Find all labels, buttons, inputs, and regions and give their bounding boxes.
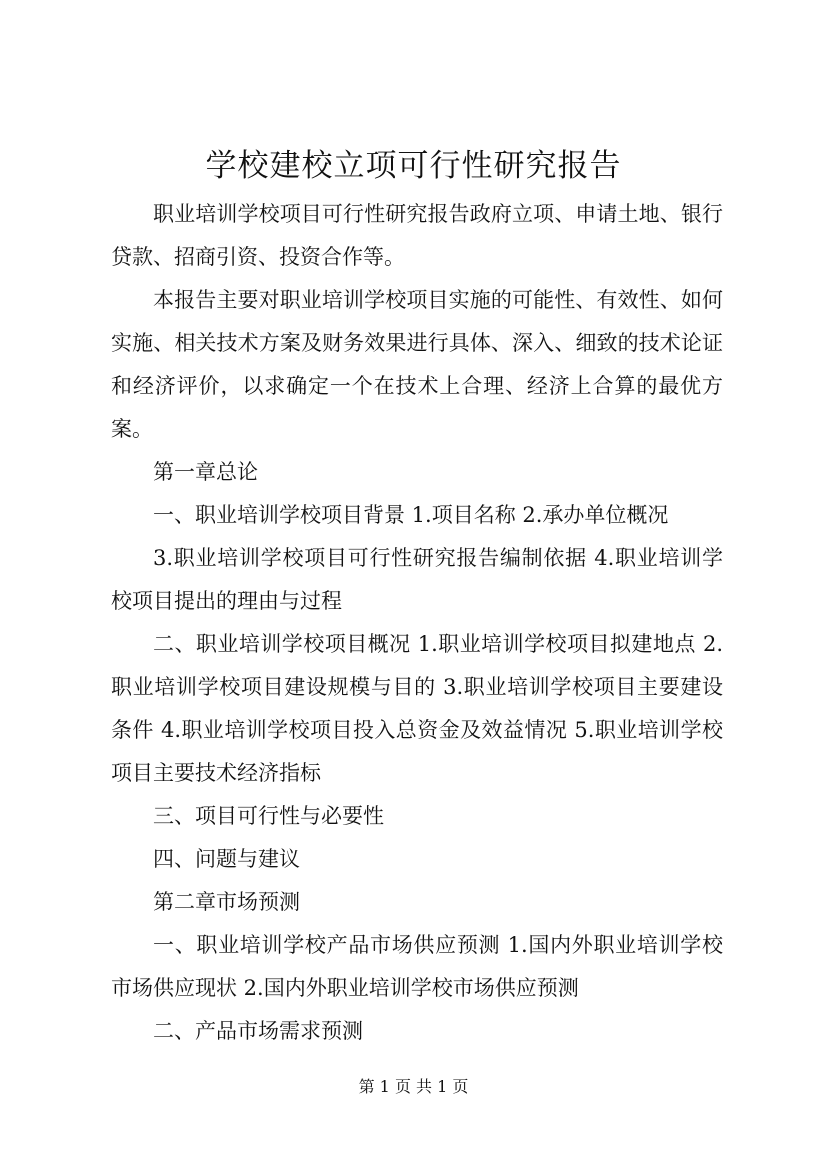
chapter-2-heading: 第二章市场预测 xyxy=(153,890,300,914)
page-footer: 第 1 页 共 1 页 xyxy=(358,1077,469,1096)
section-2-2: 二、产品市场需求预测 xyxy=(153,1019,363,1043)
paragraph-purpose: 本报告主要对职业培训学校项目实施的可能性、有效性、如何实施、相关技术方案及财务效果进行具体、深入、细致的技术论证和经济评价，以求确定一个在技术上合理、经济上合算的最优方案。 xyxy=(111,288,723,441)
section-1-1-continued: 3.职业培训学校项目可行性研究报告编制依据 4.职业培训学校项目提出的理由与过程 xyxy=(111,546,723,613)
section-1-3: 三、项目可行性与必要性 xyxy=(153,804,384,828)
document-body xyxy=(111,193,723,1053)
section-1-2: 二、职业培训学校项目概况 1.职业培训学校项目拟建地点 2.职业培训学校项目建设规模与目的 3.职业培训学校项目主要建设条件 4.职业培训学校项目投入总资金及效益情况 5.职业培训学校项目主要技术经济指标 xyxy=(111,632,723,785)
paragraph-intro: 职业培训学校项目可行性研究报告政府立项、申请土地、银行贷款、招商引资、投资合作等。 xyxy=(111,202,723,269)
section-2-1: 一、职业培训学校产品市场供应预测 1.国内外职业培训学校市场供应现状 2.国内外职业培训学校市场供应预测 xyxy=(111,933,723,1000)
document-title: 学校建校立项可行性研究报告 xyxy=(205,148,622,184)
section-1-1: 一、职业培训学校项目背景 1.项目名称 2.承办单位概况 xyxy=(153,503,669,527)
chapter-1-heading: 第一章总论 xyxy=(153,460,258,484)
section-1-4: 四、问题与建议 xyxy=(153,847,300,871)
